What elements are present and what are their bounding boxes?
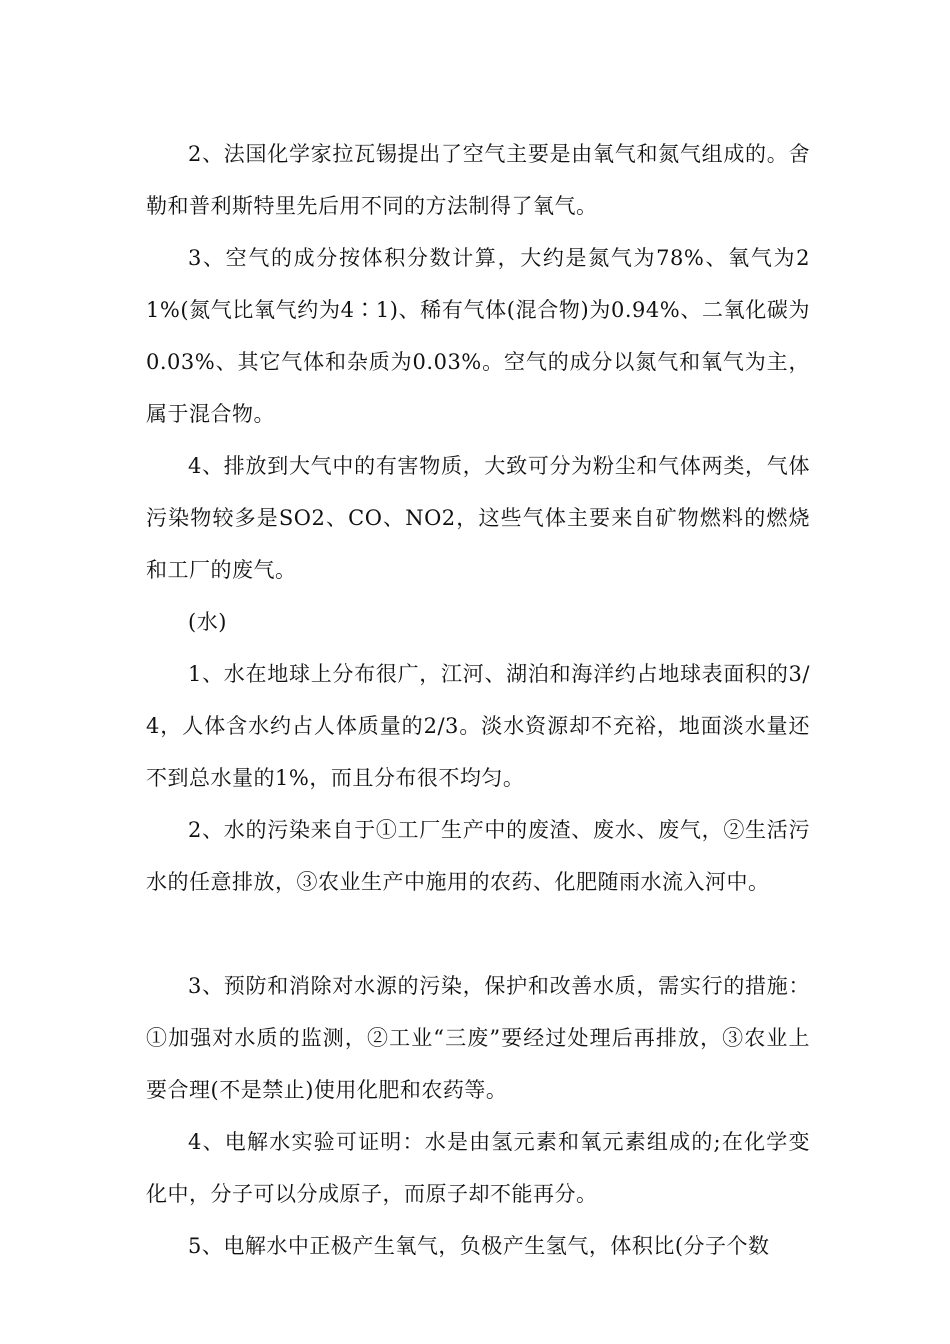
paragraph-air-pollutants: 4、排放到大气中的有害物质，大致可分为粉尘和气体两类，气体污染物较多是SO2、CO、NO2，这些气体主要来自矿物燃料的燃烧和工厂的废气。 bbox=[146, 454, 810, 582]
paragraph-air-volume-fractions: 3、空气的成分按体积分数计算，大约是氮气为78%、氧气为21%(氮气比氧气约为4∶1)、稀有气体(混合物)为0.94%、二氧化碳为0.03%、其它气体和杂质为0.03%。空气的成分以氮气和氧气为主，属于混合物。 bbox=[146, 246, 810, 426]
paragraph-water-pollution-sources: 2、水的污染来自于①工厂生产中的废渣、废水、废气，②生活污水的任意排放，③农业生产中施用的农药、化肥随雨水流入河中。 bbox=[146, 818, 810, 894]
document-body bbox=[146, 128, 810, 1272]
section-heading-water: (水) bbox=[188, 610, 227, 634]
paragraph-electrolysis-proof: 4、电解水实验可证明：水是由氢元素和氧元素组成的;在化学变化中，分子可以分成原子，而原子却不能再分。 bbox=[146, 1130, 810, 1206]
paragraph-air-composition-discovery: 2、法国化学家拉瓦锡提出了空气主要是由氧气和氮气组成的。舍勒和普利斯特里先后用不同的方法制得了氧气。 bbox=[146, 142, 810, 218]
paragraph-water-distribution: 1、水在地球上分布很广，江河、湖泊和海洋约占地球表面积的3/4，人体含水约占人体质量的2/3。淡水资源却不充裕，地面淡水量还不到总水量的1%，而且分布很不均匀。 bbox=[146, 662, 810, 790]
blank-line bbox=[146, 908, 810, 960]
paragraph-water-protection-measures: 3、预防和消除对水源的污染，保护和改善水质，需实行的措施：①加强对水质的监测，②工业“三废”要经过处理后再排放，③农业上要合理(不是禁止)使用化肥和农药等。 bbox=[146, 974, 810, 1102]
paragraph-electrolysis-products: 5、电解水中正极产生氧气，负极产生氢气，体积比(分子个数 bbox=[188, 1234, 770, 1258]
